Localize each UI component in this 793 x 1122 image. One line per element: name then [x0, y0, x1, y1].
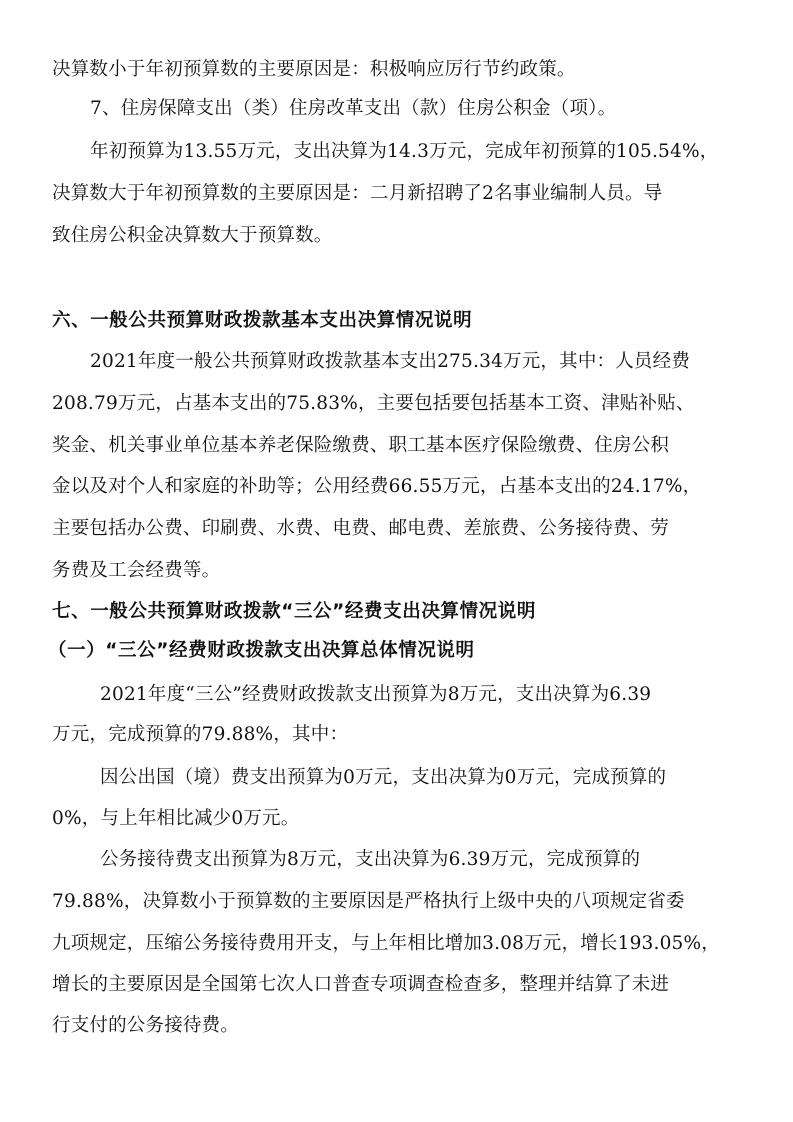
body-text-line: 万元，完成预算的79.88%，其中： [52, 724, 349, 745]
body-text-line: 行支付的公务接待费。 [52, 1015, 240, 1036]
body-text-line: 公务接待费支出预算为8万元，支出决算为6.39万元，完成预算的 [100, 849, 641, 870]
body-text-line: 务费及工会经费等。 [52, 560, 221, 581]
section-heading-7: 七、一般公共预算财政拨款“三公”经费支出决算情况说明 [52, 601, 536, 622]
body-text-line: 0%，与上年相比减少0万元。 [52, 808, 300, 829]
body-text-line: 金以及对个人和家庭的补助等；公用经费66.55万元，占基本支出的24.17%， [52, 476, 702, 497]
body-text-line: 因公出国（境）费支出预算为0万元，支出决算为0万元，完成预算的 [100, 767, 667, 788]
body-text-line: 主要包括办公费、印刷费、水费、电费、邮电费、差旅费、公务接待费、劳 [52, 518, 670, 539]
body-text-line: 79.88%，决算数小于预算数的主要原因是严格执行上级中央的八项规定省委 [52, 891, 685, 912]
body-text-line: 决算数大于年初预算数的主要原因是：二月新招聘了2名事业编制人员。导 [52, 183, 663, 204]
body-text-line: 2021年度一般公共预算财政拨款基本支出275.34万元，其中：人员经费 [90, 351, 691, 372]
body-text-line: 致住房公积金决算数大于预算数。 [52, 225, 333, 246]
body-text-line: 208.79万元，占基本支出的75.83%，主要包括要包括基本工资、津贴补贴、 [52, 393, 695, 414]
subsection-heading-1: （一）“三公”经费财政拨款支出决算总体情况说明 [48, 640, 475, 661]
item-heading-housing: 7、住房保障支出（类）住房改革支出（款）住房公积金（项）。 [90, 98, 617, 119]
body-text-line: 九项规定，压缩公务接待费用开支，与上年相比增加3.08万元，增长193.05%， [52, 933, 721, 954]
body-text-line: 2021年度“三公”经费财政拨款支出预算为8万元，支出决算为6.39 [100, 684, 652, 705]
body-text-line: 增长的主要原因是全国第七次人口普查专项调查检查多，整理并结算了未进 [52, 974, 670, 995]
body-text-line: 奖金、机关事业单位基本养老保险缴费、职工基本医疗保险缴费、住房公积 [52, 435, 670, 456]
body-text-line: 决算数小于年初预算数的主要原因是：积极响应厉行节约政策。 [52, 59, 576, 80]
section-heading-6: 六、一般公共预算财政拨款基本支出决算情况说明 [52, 310, 473, 331]
body-text-line: 年初预算为13.55万元，支出决算为14.3万元，完成年初预算的105.54%， [90, 141, 719, 162]
